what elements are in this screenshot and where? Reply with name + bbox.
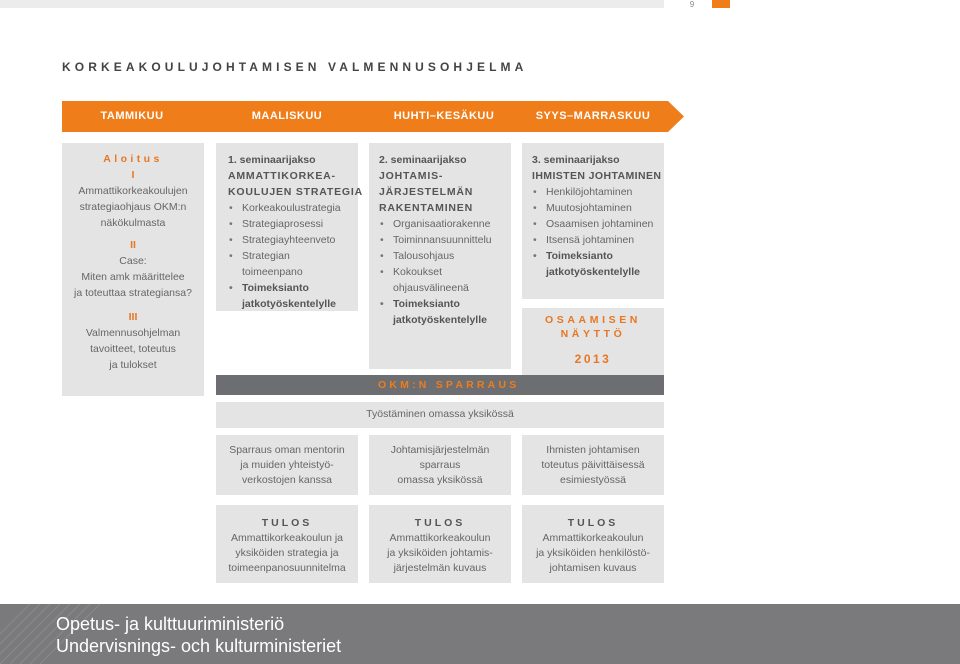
seminar2-title: 2. seminaarijakso [379,154,467,166]
list-item-continuation: ohjausvälineenä [393,282,469,294]
seminar3-list [532,184,661,264]
intro-part3-line2: tavoitteet, toteutus [90,343,176,355]
page-number: 9 [689,0,695,9]
intro-part3-line1: Valmennusohjelman [85,327,181,339]
sparraus-line: Ihmisten johtamisen [546,444,640,456]
sparraus-text-3 [522,443,664,488]
tulos-line: Ammattikorkeakoulun [389,532,491,544]
timeline-label-january: TAMMIKUU [100,110,164,122]
sparraus-line: Johtamisjärjestelmän [390,444,490,456]
timeline-arrow [62,101,684,132]
sparraus-line: verkostojen kanssa [242,474,332,486]
page-marker [712,0,730,8]
seminar2-head-line1: JOHTAMIS- [379,170,444,182]
list-item: • Strategian [228,248,363,264]
seminar2-task-continuation: jatkotyöskentelylle [393,314,487,326]
sparraus-line: sparraus [419,459,461,471]
list-item: • Strategiayhteenveto [228,232,363,248]
seminar2-list [379,216,492,280]
tulos-line: Ammattikorkeakoulun ja [230,532,344,544]
list-item-continuation: toimeenpano [242,266,303,278]
seminar3-content [532,152,661,280]
seminar3-task-continuation: jatkotyöskentelylle [546,266,640,278]
seminar3-task: • Toimeksianto [532,248,661,264]
osaamisen-line2: NÄYTTÖ [560,328,626,340]
tulos-line: johtamisen kuvaus [549,562,637,574]
timeline-label-april-june: HUHTI–KESÄKUU [393,110,495,122]
seminar1-task: • Toimeksianto [228,280,363,296]
intro-part2-line3: ja toteuttaa strategiansa? [74,287,192,299]
intro-roman-2: II [130,239,136,251]
osaamisen-year: 2013 [574,352,612,366]
tulos-line: järjestelmän kuvaus [393,562,487,574]
timeline-label-sept-nov: SYYS–MARRASKUU [535,110,651,122]
list-item: • Muutosjohtaminen [532,200,661,216]
sparraus-text-2 [369,443,511,488]
list-item: • Kokoukset [379,264,492,280]
tulos-line: yksiköiden strategia ja [235,547,339,559]
top-strip [0,0,664,8]
sparraus-line: omassa yksikössä [397,474,483,486]
tulos-line: Ammattikorkeakoulun [542,532,644,544]
seminar1-task-continuation: jatkotyöskentelylle [242,298,336,310]
tulos-line: toimeenpanosuunnitelma [228,562,346,574]
intro-part1-line2: strategiaohjaus OKM:n [79,201,187,213]
intro-roman-1: I [131,169,135,181]
seminar3-head: IHMISTEN JOHTAMINEN [532,170,662,182]
osaamisen-line1: OSAAMISEN [545,314,641,326]
list-item: • Korkeakoulustrategia [228,200,363,216]
seminar1-head-line2: KOULUJEN STRATEGIA [228,186,363,198]
list-item: • Henkilöjohtaminen [532,184,661,200]
seminar1-content [228,152,363,312]
tulos-text-2 [369,516,511,576]
list-item: • Osaamisen johtaminen [532,216,661,232]
seminar2-head-line3: RAKENTAMINEN [379,202,473,214]
list-item: • Organisaatiorakenne [379,216,492,232]
list-item: • Talousohjaus [379,248,492,264]
tulos-line: ja yksiköiden henkilöstö- [536,547,650,559]
tulos-label: TULOS [567,517,619,529]
seminar2-head-line2: JÄRJESTELMÄN [379,186,474,198]
osaamisen-naytto-label [522,313,664,341]
tulos-text-1 [216,516,358,576]
sparraus-text-1 [216,443,358,488]
intro-part2-line1: Case: [119,255,147,267]
list-item: • Itsensä johtaminen [532,232,661,248]
intro-box [62,143,204,396]
footer-ministry-sv: Undervisnings- och kulturministeriet [56,636,342,656]
seminar1-list [228,200,363,264]
sparraus-line: toteutus päivittäisessä [541,459,645,471]
footer-band [0,604,960,664]
intro-part3-line3: ja tulokset [109,359,157,371]
intro-part1-line1: Ammattikorkeakoulujen [78,185,188,197]
list-item: • Toiminnansuunnittelu [379,232,492,248]
seminar1-head-line1: AMMATTIKORKEA- [228,170,336,182]
seminar1-title: 1. seminaarijakso [228,154,316,166]
seminar2-task: • Toimeksianto [379,296,492,312]
intro-part2-line2: Miten amk määrittelee [81,271,185,283]
tulos-text-3 [522,516,664,576]
okm-sparraus-label: OKM:N SPARRAUS [378,379,520,391]
seminar3-title: 3. seminaarijakso [532,154,620,166]
timeline-label-march: MAALISKUU [251,110,323,122]
tulos-line: ja yksiköiden johtamis- [387,547,493,559]
page-title: KORKEAKOULUJOHTAMISEN VALMENNUSOHJELMA [62,60,528,74]
sparraus-line: Sparraus oman mentorin [229,444,345,456]
tulos-label: TULOS [414,517,466,529]
intro-roman-3: III [128,311,138,323]
sparraus-line: ja muiden yhteistyö- [240,459,334,471]
seminar2-content [379,152,492,328]
sparraus-line: esimiestyössä [560,474,626,486]
tulos-label: TULOS [261,517,313,529]
intro-part1-line3: näkökulmasta [100,217,166,229]
intro-aloitus: Aloitus [103,153,163,165]
work-label: Työstäminen omassa yksikössä [366,408,514,420]
footer-ministry-fi: Opetus- ja kulttuuriministeriö [56,614,285,634]
list-item: • Strategiaprosessi [228,216,363,232]
